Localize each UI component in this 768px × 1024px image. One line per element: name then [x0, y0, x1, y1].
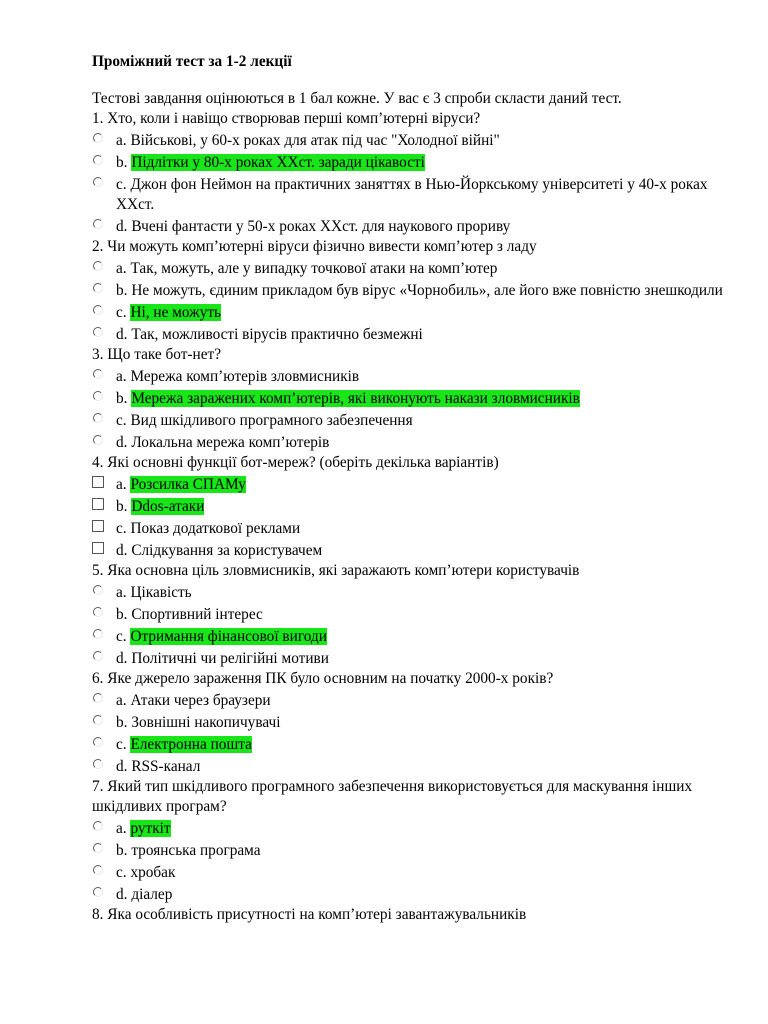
question-text: 6. Яке джерело зараження ПК було основним на початку 2000-х років? [92, 670, 554, 687]
option-letter: a. [116, 260, 127, 277]
option-content [116, 281, 728, 301]
question-text: 3. Що таке бот-нет? [92, 346, 221, 363]
radio-button-icon[interactable] [92, 153, 116, 173]
answer-option[interactable] [92, 411, 728, 431]
option-content [116, 713, 728, 733]
radio-button-icon[interactable] [92, 627, 116, 647]
option-content [116, 627, 728, 647]
radio-circle[interactable] [93, 865, 103, 875]
radio-button-icon[interactable] [92, 583, 116, 603]
answer-option[interactable] [92, 175, 728, 215]
option-letter: c. [116, 412, 127, 429]
radio-button-icon[interactable] [92, 605, 116, 625]
radio-button-icon[interactable] [92, 259, 116, 279]
option-label: RSS-канал [131, 758, 201, 775]
option-letter: c. [116, 628, 127, 645]
radio-circle[interactable] [93, 261, 103, 271]
correct-answer-label: Ddos-атаки [131, 498, 205, 515]
checkbox-icon[interactable] [92, 497, 116, 517]
option-content [116, 757, 728, 777]
option-letter: d. [116, 758, 128, 775]
answer-option[interactable] [92, 497, 728, 517]
option-content [116, 497, 728, 517]
radio-circle[interactable] [93, 843, 103, 853]
question-text: 5. Яка основна ціль зловмисників, які заражають комп’ютери користувачів [92, 562, 580, 579]
radio-circle[interactable] [93, 283, 103, 293]
option-letter: c. [116, 176, 127, 193]
radio-button-icon[interactable] [92, 325, 116, 345]
radio-button-icon[interactable] [92, 389, 116, 409]
answer-option[interactable] [92, 583, 728, 603]
checkbox-box[interactable] [92, 476, 104, 488]
intro-text: Тестові завдання оцінюються в 1 бал кожне. У вас є 3 спроби скласти даний тест. [92, 90, 622, 107]
option-letter: c. [116, 736, 127, 753]
radio-button-icon[interactable] [92, 735, 116, 755]
radio-circle[interactable] [93, 629, 103, 639]
option-content [116, 819, 728, 839]
option-label: Цікавість [130, 584, 192, 601]
option-letter: b. [116, 282, 128, 299]
option-letter: a. [116, 368, 127, 385]
radio-button-icon[interactable] [92, 175, 116, 195]
radio-circle[interactable] [93, 133, 103, 143]
radio-button-icon[interactable] [92, 303, 116, 323]
option-label: Вчені фантасти у 50-х роках ХХст. для наукового прориву [131, 218, 511, 235]
option-content [116, 885, 728, 905]
checkbox-icon[interactable] [92, 475, 116, 495]
radio-button-icon[interactable] [92, 281, 116, 301]
radio-circle[interactable] [93, 759, 103, 769]
correct-answer-label: Отримання фінансової вигоди [130, 628, 327, 645]
option-content [116, 649, 728, 669]
option-content [116, 541, 728, 561]
answer-option[interactable] [92, 153, 728, 173]
option-content [116, 841, 728, 861]
option-content [116, 519, 728, 539]
radio-circle[interactable] [93, 177, 103, 187]
radio-circle[interactable] [93, 651, 103, 661]
option-label: Спортивний інтерес [131, 606, 263, 623]
option-content [116, 389, 728, 409]
option-content [116, 433, 728, 453]
option-content [116, 153, 728, 173]
option-letter: b. [116, 390, 128, 407]
option-content [116, 735, 728, 755]
option-content [116, 325, 728, 345]
option-label: Показ додаткової реклами [130, 520, 301, 537]
radio-circle[interactable] [93, 305, 103, 315]
option-letter: b. [116, 154, 128, 171]
correct-answer-label: Підлітки у 80-х роках ХХст. заради цікавості [131, 154, 425, 171]
answer-option[interactable] [92, 259, 728, 279]
radio-circle[interactable] [93, 435, 103, 445]
checkbox-box[interactable] [92, 498, 104, 510]
option-letter: a. [116, 584, 127, 601]
option-letter: b. [116, 606, 128, 623]
radio-button-icon[interactable] [92, 131, 116, 151]
answer-option[interactable] [92, 389, 728, 409]
option-letter: d. [116, 434, 128, 451]
option-content [116, 691, 728, 711]
option-letter: b. [116, 842, 128, 859]
radio-button-icon[interactable] [92, 411, 116, 431]
answer-option[interactable] [92, 627, 728, 647]
radio-button-icon[interactable] [92, 367, 116, 387]
radio-circle[interactable] [93, 369, 103, 379]
answer-option[interactable] [92, 885, 728, 905]
answer-option[interactable] [92, 303, 728, 323]
question-list [92, 109, 728, 925]
option-label: Так, можливості вірусів практично безмежні [131, 326, 423, 343]
option-letter: a. [116, 476, 127, 493]
radio-circle[interactable] [93, 821, 103, 831]
radio-circle[interactable] [93, 693, 103, 703]
answer-option[interactable] [92, 475, 728, 495]
option-letter: c. [116, 864, 127, 881]
checkbox-icon[interactable] [92, 541, 116, 561]
radio-circle[interactable] [93, 391, 103, 401]
option-letter: d. [116, 326, 128, 343]
answer-option[interactable] [92, 605, 728, 625]
option-letter: a. [116, 820, 127, 837]
radio-button-icon[interactable] [92, 649, 116, 669]
radio-circle[interactable] [93, 219, 103, 229]
option-letter: c. [116, 304, 127, 321]
radio-button-icon[interactable] [92, 819, 116, 839]
correct-answer-label: руткіт [130, 820, 171, 837]
option-content [116, 411, 728, 431]
option-label: Локальна мережа комп’ютерів [131, 434, 330, 451]
radio-circle[interactable] [93, 737, 103, 747]
checkbox-box[interactable] [92, 542, 104, 554]
option-label: Зовнішні накопичувачі [131, 714, 281, 731]
correct-answer-label: Мережа заражених комп’ютерів, які виконують накази зловмисників [131, 390, 580, 407]
option-content [116, 217, 728, 237]
option-content [116, 131, 728, 151]
option-content [116, 475, 728, 495]
answer-option[interactable] [92, 841, 728, 861]
answer-option[interactable] [92, 281, 728, 301]
option-letter: c. [116, 520, 127, 537]
option-letter: a. [116, 692, 127, 709]
option-content [116, 303, 728, 323]
option-label: Вид шкідливого програмного забезпечення [130, 412, 413, 429]
answer-option[interactable] [92, 691, 728, 711]
answer-option[interactable] [92, 819, 728, 839]
option-letter: b. [116, 714, 128, 731]
answer-option[interactable] [92, 713, 728, 733]
option-label: Слідкування за користувачем [131, 542, 323, 559]
option-label: Так, можуть, але у випадку точкової атаки на комп’ютер [130, 260, 498, 277]
answer-option[interactable] [92, 131, 728, 151]
option-content [116, 367, 728, 387]
option-letter: d. [116, 886, 128, 903]
option-letter: a. [116, 132, 127, 149]
option-label: Атаки через браузери [130, 692, 271, 709]
option-label: хробак [130, 864, 176, 881]
correct-answer-label: Ні, не можуть [130, 304, 222, 321]
answer-option[interactable] [92, 735, 728, 755]
radio-circle[interactable] [93, 607, 103, 617]
question-text: 1. Хто, коли і навіщо створював перші комп’ютерні віруси? [92, 110, 481, 127]
answer-option[interactable] [92, 433, 728, 453]
radio-circle[interactable] [93, 715, 103, 725]
answer-option[interactable] [92, 217, 728, 237]
correct-answer-label: Електронна пошта [130, 736, 252, 753]
radio-circle[interactable] [93, 413, 103, 423]
question-text: 8. Яка особливість присутності на комп’ютері завантажувальників [92, 906, 527, 923]
option-label: троянська програма [131, 842, 261, 859]
radio-button-icon[interactable] [92, 885, 116, 905]
option-letter: d. [116, 542, 128, 559]
question-text: 4. Які основні функції бот-мереж? (оберіть декілька варіантів) [92, 454, 499, 471]
radio-button-icon[interactable] [92, 217, 116, 237]
checkbox-icon[interactable] [92, 519, 116, 539]
option-label: Військові, у 60-х роках для атак під час "Холодної війні" [130, 132, 500, 149]
radio-button-icon[interactable] [92, 757, 116, 777]
answer-option[interactable] [92, 863, 728, 883]
radio-button-icon[interactable] [92, 691, 116, 711]
radio-button-icon[interactable] [92, 841, 116, 861]
answer-option[interactable] [92, 541, 728, 561]
option-content [116, 605, 728, 625]
answer-option[interactable] [92, 367, 728, 387]
option-label: Джон фон Неймон на практичних заняттях в Нью-Йоркському університеті у 40-х роках ХХст. [116, 176, 708, 213]
option-letter: d. [116, 650, 128, 667]
option-label: Мережа комп’ютерів зловмисників [130, 368, 360, 385]
answer-option[interactable] [92, 519, 728, 539]
page-title: Проміжний тест за 1-2 лекції [92, 53, 292, 70]
question-text: 2. Чи можуть комп’ютерні віруси фізично вивести комп’ютер з ладу [92, 238, 537, 255]
option-letter: b. [116, 498, 128, 515]
answer-option[interactable] [92, 325, 728, 345]
radio-button-icon[interactable] [92, 713, 116, 733]
radio-circle[interactable] [93, 585, 103, 595]
question-text: 7. Який тип шкідливого програмного забезпечення використовується для маскування інших шкідливих програм? [92, 778, 693, 815]
radio-circle[interactable] [93, 155, 103, 165]
option-label: Політичні чи релігійні мотиви [131, 650, 329, 667]
radio-circle[interactable] [93, 327, 103, 337]
radio-button-icon[interactable] [92, 433, 116, 453]
correct-answer-label: Розсилка СПАМу [130, 476, 246, 493]
option-content [116, 863, 728, 883]
option-content [116, 259, 728, 279]
option-label: Не можуть, єдиним прикладом був вірус «Чорнобиль», але його вже повністю знешкодили [131, 282, 723, 299]
radio-button-icon[interactable] [92, 863, 116, 883]
option-content [116, 175, 728, 215]
radio-circle[interactable] [93, 887, 103, 897]
answer-option[interactable] [92, 649, 728, 669]
option-label: діалер [131, 886, 173, 903]
option-letter: d. [116, 218, 128, 235]
answer-option[interactable] [92, 757, 728, 777]
option-content [116, 583, 728, 603]
checkbox-box[interactable] [92, 520, 104, 532]
